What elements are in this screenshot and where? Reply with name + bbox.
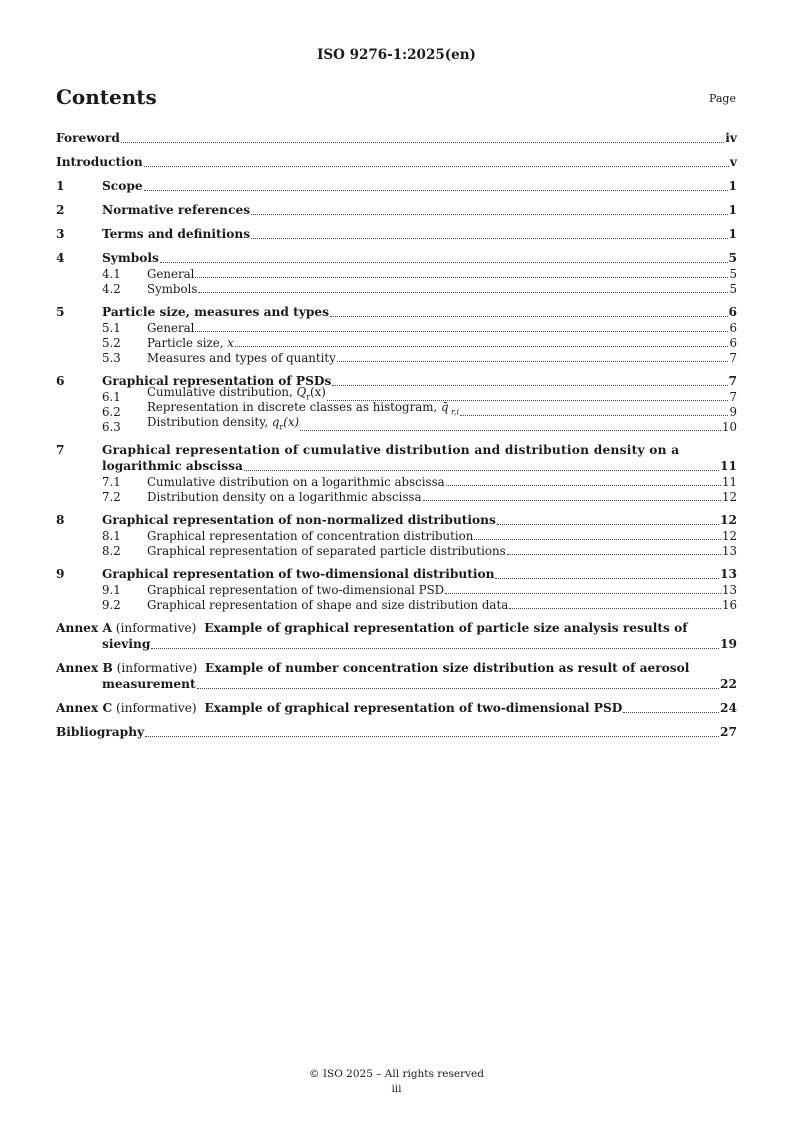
toc-number: 1 — [56, 179, 65, 193]
toc-title: Graphical representation of non-normalized distributions — [102, 513, 496, 527]
toc-number: 7 — [56, 443, 65, 457]
math-subscript: r,i — [448, 407, 460, 416]
toc-entry-terms-definitions[interactable] — [56, 226, 737, 242]
dot-leader — [144, 165, 729, 167]
toc-page: 11 — [721, 475, 737, 489]
toc-number: 7.1 — [102, 475, 121, 489]
table-of-contents — [56, 130, 737, 740]
math-subscript: r — [306, 392, 311, 401]
math-variable: Q — [296, 384, 307, 399]
dot-leader — [197, 687, 719, 689]
toc-number: 5.1 — [102, 321, 121, 335]
toc-number: 5.3 — [102, 351, 121, 365]
toc-title: Distribution density on a logarithmic abscissa — [147, 490, 422, 504]
toc-title: General — [147, 321, 195, 335]
dot-leader — [195, 330, 728, 332]
math-subscript: r — [279, 422, 284, 431]
toc-entry-non-normalized[interactable] — [56, 512, 737, 528]
toc-page: 9 — [729, 405, 737, 419]
toc-title: Graphical representation of PSDs — [102, 374, 332, 388]
dot-leader — [235, 345, 729, 347]
toc-page: 5 — [729, 267, 737, 281]
dot-leader — [160, 261, 728, 263]
toc-title: Graphical representation of concentration distribution — [147, 529, 474, 543]
toc-page: 22 — [720, 677, 737, 691]
toc-number: 4 — [56, 251, 65, 265]
toc-page: 12 — [721, 529, 737, 543]
toc-title: Particle size, measures and types — [102, 305, 330, 319]
toc-page: 6 — [729, 321, 737, 335]
toc-entry-two-dimensional[interactable] — [56, 566, 737, 582]
dot-leader — [495, 577, 719, 579]
dot-leader — [509, 607, 721, 609]
toc-number: 8.2 — [102, 544, 121, 558]
toc-title: Graphical representation of shape and size distribution data — [147, 598, 509, 612]
toc-title: Representation in discrete classes as histogram, q̄ $_{r,i}$ — [147, 399, 460, 416]
toc-page: 27 — [720, 725, 737, 739]
toc-page: 7 — [729, 390, 737, 404]
toc-entry-scope[interactable] — [56, 178, 737, 194]
toc-title: Graphical representation of separated particle distributions — [147, 544, 506, 558]
toc-page: 7 — [729, 351, 737, 365]
toc-entry-9-1[interactable] — [56, 582, 737, 597]
copyright-notice: © ISO 2025 – All rights reserved — [309, 1068, 484, 1080]
toc-entry-introduction[interactable] — [56, 154, 737, 170]
dot-leader — [151, 647, 719, 649]
toc-title: Measures and types of quantity — [147, 351, 336, 365]
toc-entry-normative-references[interactable] — [56, 202, 737, 218]
dot-leader — [330, 315, 727, 317]
toc-title-line1: Example of graphical representation of particle size analysis results of — [204, 621, 688, 635]
dot-leader — [300, 429, 721, 431]
toc-page: 13 — [721, 544, 737, 558]
toc-page: iv — [725, 131, 737, 145]
toc-number: 8.1 — [102, 529, 121, 543]
dot-leader — [507, 553, 721, 555]
dot-leader — [332, 384, 727, 386]
toc-page: v — [729, 155, 737, 169]
toc-entry-6-3[interactable] — [56, 414, 737, 434]
toc-page: 11 — [720, 459, 737, 473]
toc-title: Introduction — [56, 155, 143, 169]
toc-number: 9.1 — [102, 583, 121, 597]
annex-label: Annex A — [56, 621, 112, 635]
toc-title: Graphical representation of two-dimensional distribution — [102, 567, 495, 581]
toc-number: 3 — [56, 227, 65, 241]
math-variable: x — [227, 336, 234, 350]
toc-entry-7-2[interactable] — [56, 489, 737, 504]
toc-page: 7 — [728, 374, 737, 388]
toc-entry-5-3[interactable] — [56, 350, 737, 365]
toc-number: 2 — [56, 203, 65, 217]
toc-page: 5 — [728, 251, 737, 265]
toc-page: 1 — [728, 179, 737, 193]
toc-number: 9.2 — [102, 598, 121, 612]
toc-entry-4-2[interactable] — [56, 281, 737, 296]
toc-entry-symbols[interactable] — [56, 250, 737, 266]
toc-entry-particle-size[interactable] — [56, 304, 737, 320]
annex-label: Annex B — [56, 661, 113, 675]
dot-leader — [423, 499, 721, 501]
dot-leader — [244, 469, 719, 471]
dot-leader — [445, 592, 721, 594]
toc-title-line1: Graphical representation of cumulative distribution and distribution density on a — [102, 443, 680, 457]
dot-leader — [144, 189, 728, 191]
toc-page: 12 — [720, 513, 737, 527]
toc-page: 12 — [721, 490, 737, 504]
page-number: iii — [391, 1083, 402, 1095]
toc-entry-9-2[interactable] — [56, 597, 737, 612]
toc-number: 6.2 — [102, 405, 121, 419]
toc-title: Terms and definitions — [102, 227, 251, 241]
math-argument: (x) — [310, 384, 326, 399]
toc-title: Cumulative distribution, $Q_r(x)$ — [147, 384, 326, 401]
toc-number: 7.2 — [102, 490, 121, 504]
dot-leader — [195, 276, 728, 278]
toc-number: 6.1 — [102, 390, 121, 404]
dot-leader — [460, 414, 728, 416]
dot-leader — [251, 237, 727, 239]
annex-type: (informative) — [112, 661, 206, 675]
toc-number: 5.2 — [102, 336, 121, 350]
toc-title: Bibliography — [56, 725, 145, 739]
toc-title-line2: measurement — [102, 677, 196, 691]
toc-title-line1: Example of number concentration size distribution as result of aerosol — [205, 661, 690, 675]
contents-title: Contents — [56, 85, 157, 109]
toc-number: 9 — [56, 567, 65, 581]
toc-entry-5-1[interactable] — [56, 320, 737, 335]
toc-page: 5 — [729, 282, 737, 296]
toc-page: 19 — [720, 637, 737, 651]
toc-page: 13 — [720, 567, 737, 581]
toc-entry-log-abscissa[interactable] — [56, 442, 737, 474]
toc-page: 10 — [721, 420, 737, 434]
toc-number: 4.1 — [102, 267, 121, 281]
toc-title-line2: sieving — [102, 637, 151, 651]
math-argument: (x) — [283, 414, 300, 429]
toc-page: 1 — [728, 227, 737, 241]
toc-title-line2: logarithmic abscissa — [102, 459, 243, 473]
dot-leader — [337, 360, 729, 362]
math-variable: q̄ — [440, 399, 449, 414]
toc-entry-annex-a[interactable] — [56, 620, 737, 652]
toc-number: 4.2 — [102, 282, 121, 296]
dot-leader — [474, 538, 721, 540]
toc-title: Example of graphical representation of two-dimensional PSD — [204, 701, 623, 715]
toc-title: Scope — [102, 179, 143, 193]
toc-entry-7-1[interactable] — [56, 474, 737, 489]
toc-number: 6 — [56, 374, 65, 388]
toc-entry-8-1[interactable] — [56, 528, 737, 543]
toc-entry-annex-b[interactable] — [56, 660, 737, 692]
toc-title: Cumulative distribution on a logarithmic abscissa — [147, 475, 445, 489]
toc-page: 6 — [729, 336, 737, 350]
dot-leader — [251, 213, 727, 215]
toc-number: 8 — [56, 513, 65, 527]
toc-number: 6.3 — [102, 420, 121, 434]
toc-page: 1 — [728, 203, 737, 217]
annex-type: (informative) — [112, 701, 205, 715]
toc-entry-5-2[interactable] — [56, 335, 737, 350]
toc-title: Normative references — [102, 203, 251, 217]
page-column-label: Page — [708, 92, 736, 105]
annex-type: (informative) — [111, 621, 205, 635]
page-footer — [0, 1067, 793, 1097]
toc-title: Symbols — [102, 251, 159, 265]
document-id-header: ISO 9276-1:2025(en) — [317, 47, 476, 63]
toc-page: 13 — [721, 583, 737, 597]
dot-leader — [145, 735, 719, 737]
toc-page: 16 — [721, 598, 737, 612]
toc-page: 24 — [720, 701, 737, 715]
toc-title: Distribution density, $q_r(x)$ — [147, 414, 300, 431]
dot-leader — [497, 523, 719, 525]
toc-entry-8-2[interactable] — [56, 543, 737, 558]
toc-title: Symbols — [147, 282, 198, 296]
toc-number: 5 — [56, 305, 65, 319]
toc-page: 6 — [728, 305, 737, 319]
toc-title: General — [147, 267, 195, 281]
toc-title: Graphical representation of two-dimensional PSD — [147, 583, 445, 597]
toc-entry-bibliography[interactable] — [56, 724, 737, 740]
dot-leader — [121, 141, 724, 143]
toc-title: Foreword — [56, 131, 120, 145]
toc-entry-foreword[interactable] — [56, 130, 737, 146]
dot-leader — [446, 484, 721, 486]
toc-entry-annex-c[interactable] — [56, 700, 737, 716]
dot-leader — [198, 291, 728, 293]
dot-leader — [623, 711, 719, 713]
math-variable: q — [271, 414, 280, 429]
annex-label: Annex C — [56, 701, 113, 715]
toc-title: Particle size, x — [147, 336, 234, 350]
toc-entry-4-1[interactable] — [56, 266, 737, 281]
